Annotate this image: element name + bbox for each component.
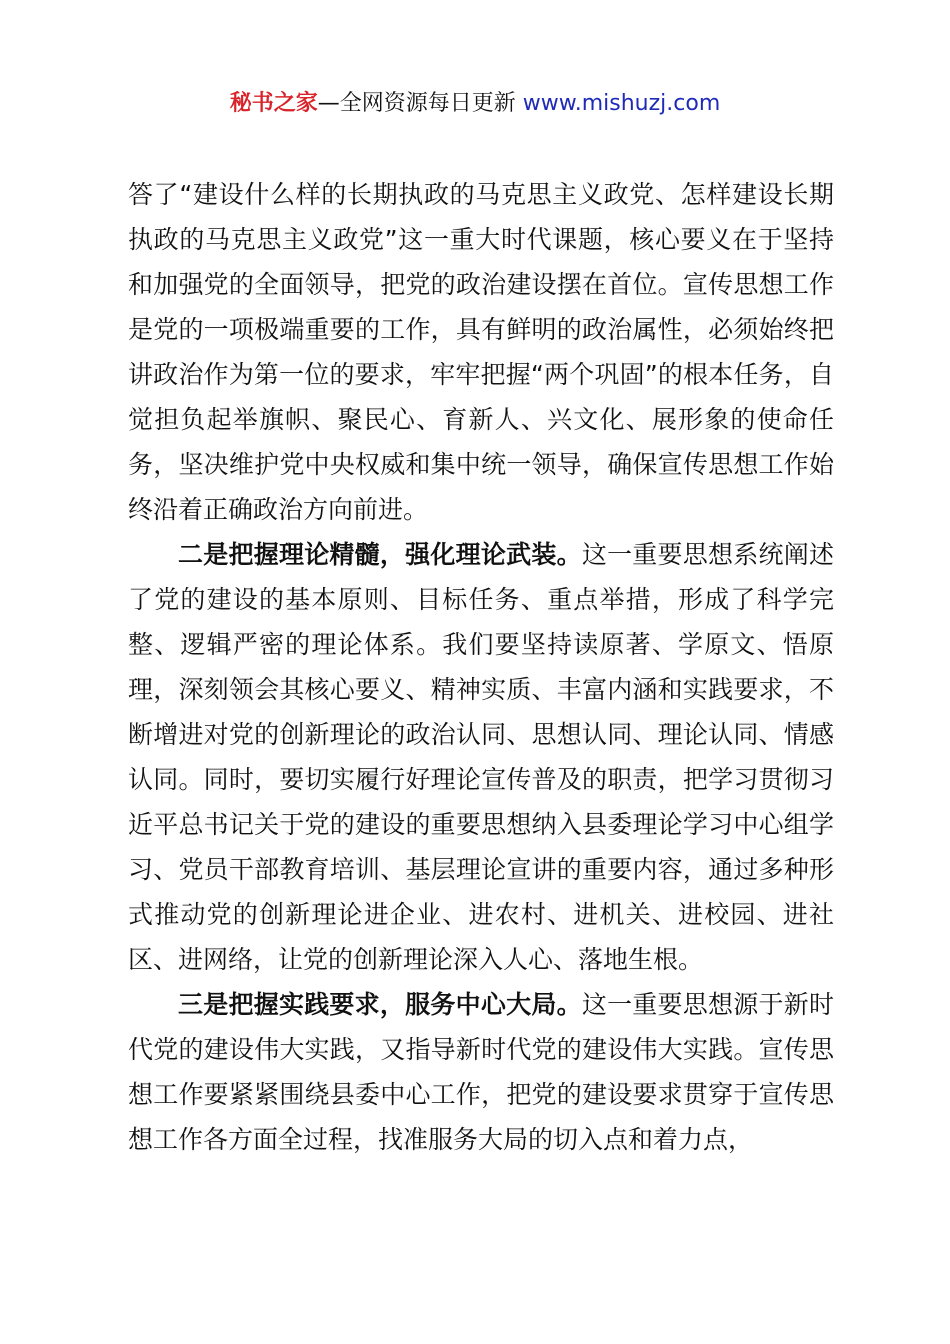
paragraph-lead: 二是把握理论精髓，强化理论武装。: [178, 540, 582, 569]
brand-name: 秘书之家: [229, 91, 318, 116]
paragraph-text: 这一重要思想源于新时代党的建设伟大实践，又指导新时代党的建设伟大实践。宣传思想工作要紧紧围绕县委中心工作，把党的建设要求贯穿于宣传思想工作各方面全过程，找准服务大局的切入点和着力点，: [128, 990, 834, 1154]
paragraph-text: 答了“建设什么样的长期执政的马克思主义政党、怎样建设长期执政的马克思主义政党”这一重大时代课题，核心要义在于坚持和加强党的全面领导，把党的政治建设摆在首位。宣传思想工作是党的一项极端重要的工作，具有鲜明的政治属性，必须始终把讲政治作为第一位的要求，牢牢把握“两个巩固”的根本任务，自觉担负起举旗帜、聚民心、育新人、兴文化、展形象的使命任务，坚决维护党中央权威和集中统一领导，确保宣传思想工作始终沿着正确政治方向前进。: [128, 180, 834, 524]
header-tagline: —全网资源每日更新: [317, 91, 523, 116]
website-link[interactable]: www.mishuzj.com: [522, 91, 721, 116]
paragraph-lead: 三是把握实践要求，服务中心大局。: [178, 990, 582, 1019]
paragraph-point-two: [128, 532, 834, 982]
paragraph-continuation: [128, 172, 834, 532]
page-header: [0, 88, 950, 120]
paragraph-text: 这一重要思想系统阐述了党的建设的基本原则、目标任务、重点举措，形成了科学完整、逻辑严密的理论体系。我们要坚持读原著、学原文、悟原理，深刻领会其核心要义、精神实质、丰富内涵和实践要求，不断增进对党的创新理论的政治认同、思想认同、理论认同、情感认同。同时，要切实履行好理论宣传普及的职责，把学习贯彻习近平总书记关于党的建设的重要思想纳入县委理论学习中心组学习、党员干部教育培训、基层理论宣讲的重要内容，通过多种形式推动党的创新理论进企业、进农村、进机关、进校园、进社区、进网络，让党的创新理论深入人心、落地生根。: [128, 540, 834, 974]
document-body: [128, 172, 834, 1162]
paragraph-point-three: [128, 982, 834, 1162]
